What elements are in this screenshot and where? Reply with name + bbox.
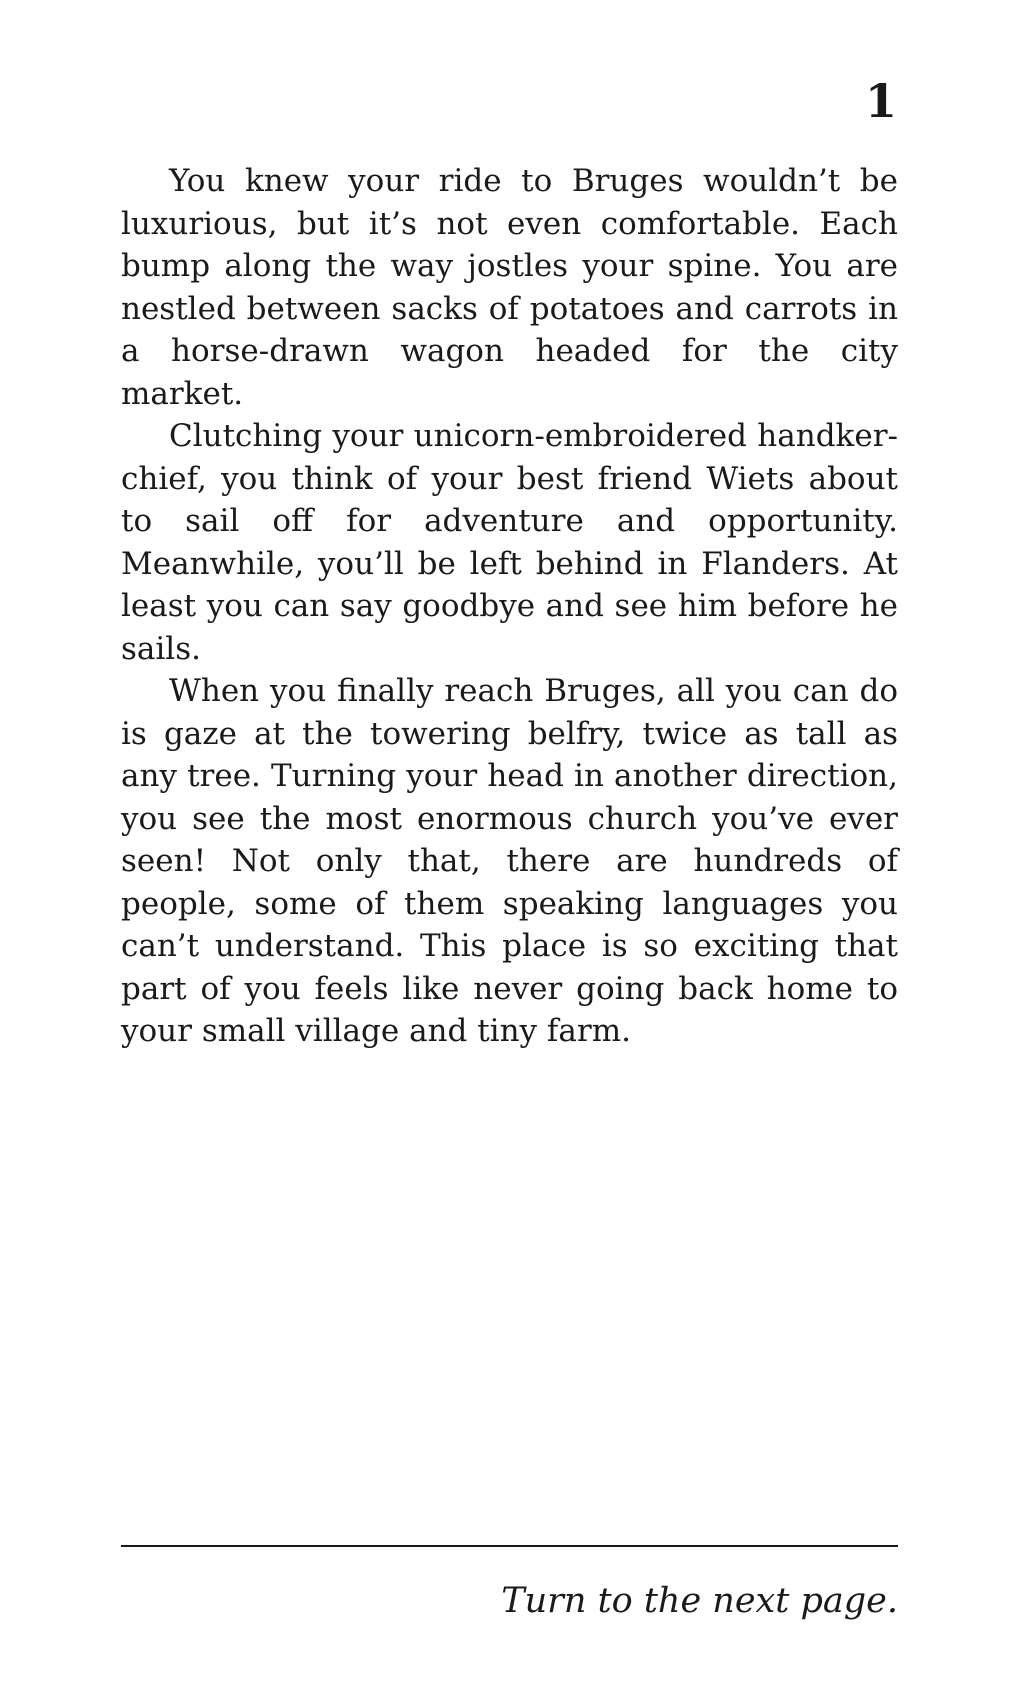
page-number: 1 <box>864 74 897 128</box>
paragraph: When you finally reach Bruges, all you can do is gaze at the towering belfry, twice as tall as any tree. Turning your head in another direction, you see the most enormous church you’ve ever seen! Not only that, there are hundreds of people, some of them speaking languages you can’t understand. This place is so exciting that part of you feels like never going back home to your small village and tiny farm. <box>121 673 898 1049</box>
paragraph: Clutching your unicorn-embroidered handkerchief, you think of your best friend Wiets about to sail off for adventure and opportunity. Meanwhile, you’ll be left behind in Flanders. At least you can say goodbye and see him before he sails. <box>121 418 898 667</box>
story-text <box>121 160 898 1053</box>
footer-divider <box>121 1545 898 1547</box>
paragraph: You knew your ride to Bruges wouldn’t be luxurious, but it’s not even comfortable. Each bump along the way jostles your spine. You are nestled between sacks of potatoes and carrots in a horse-drawn wagon headed for the city market. <box>121 163 898 412</box>
turn-page-note: Turn to the next page. <box>501 1581 898 1621</box>
